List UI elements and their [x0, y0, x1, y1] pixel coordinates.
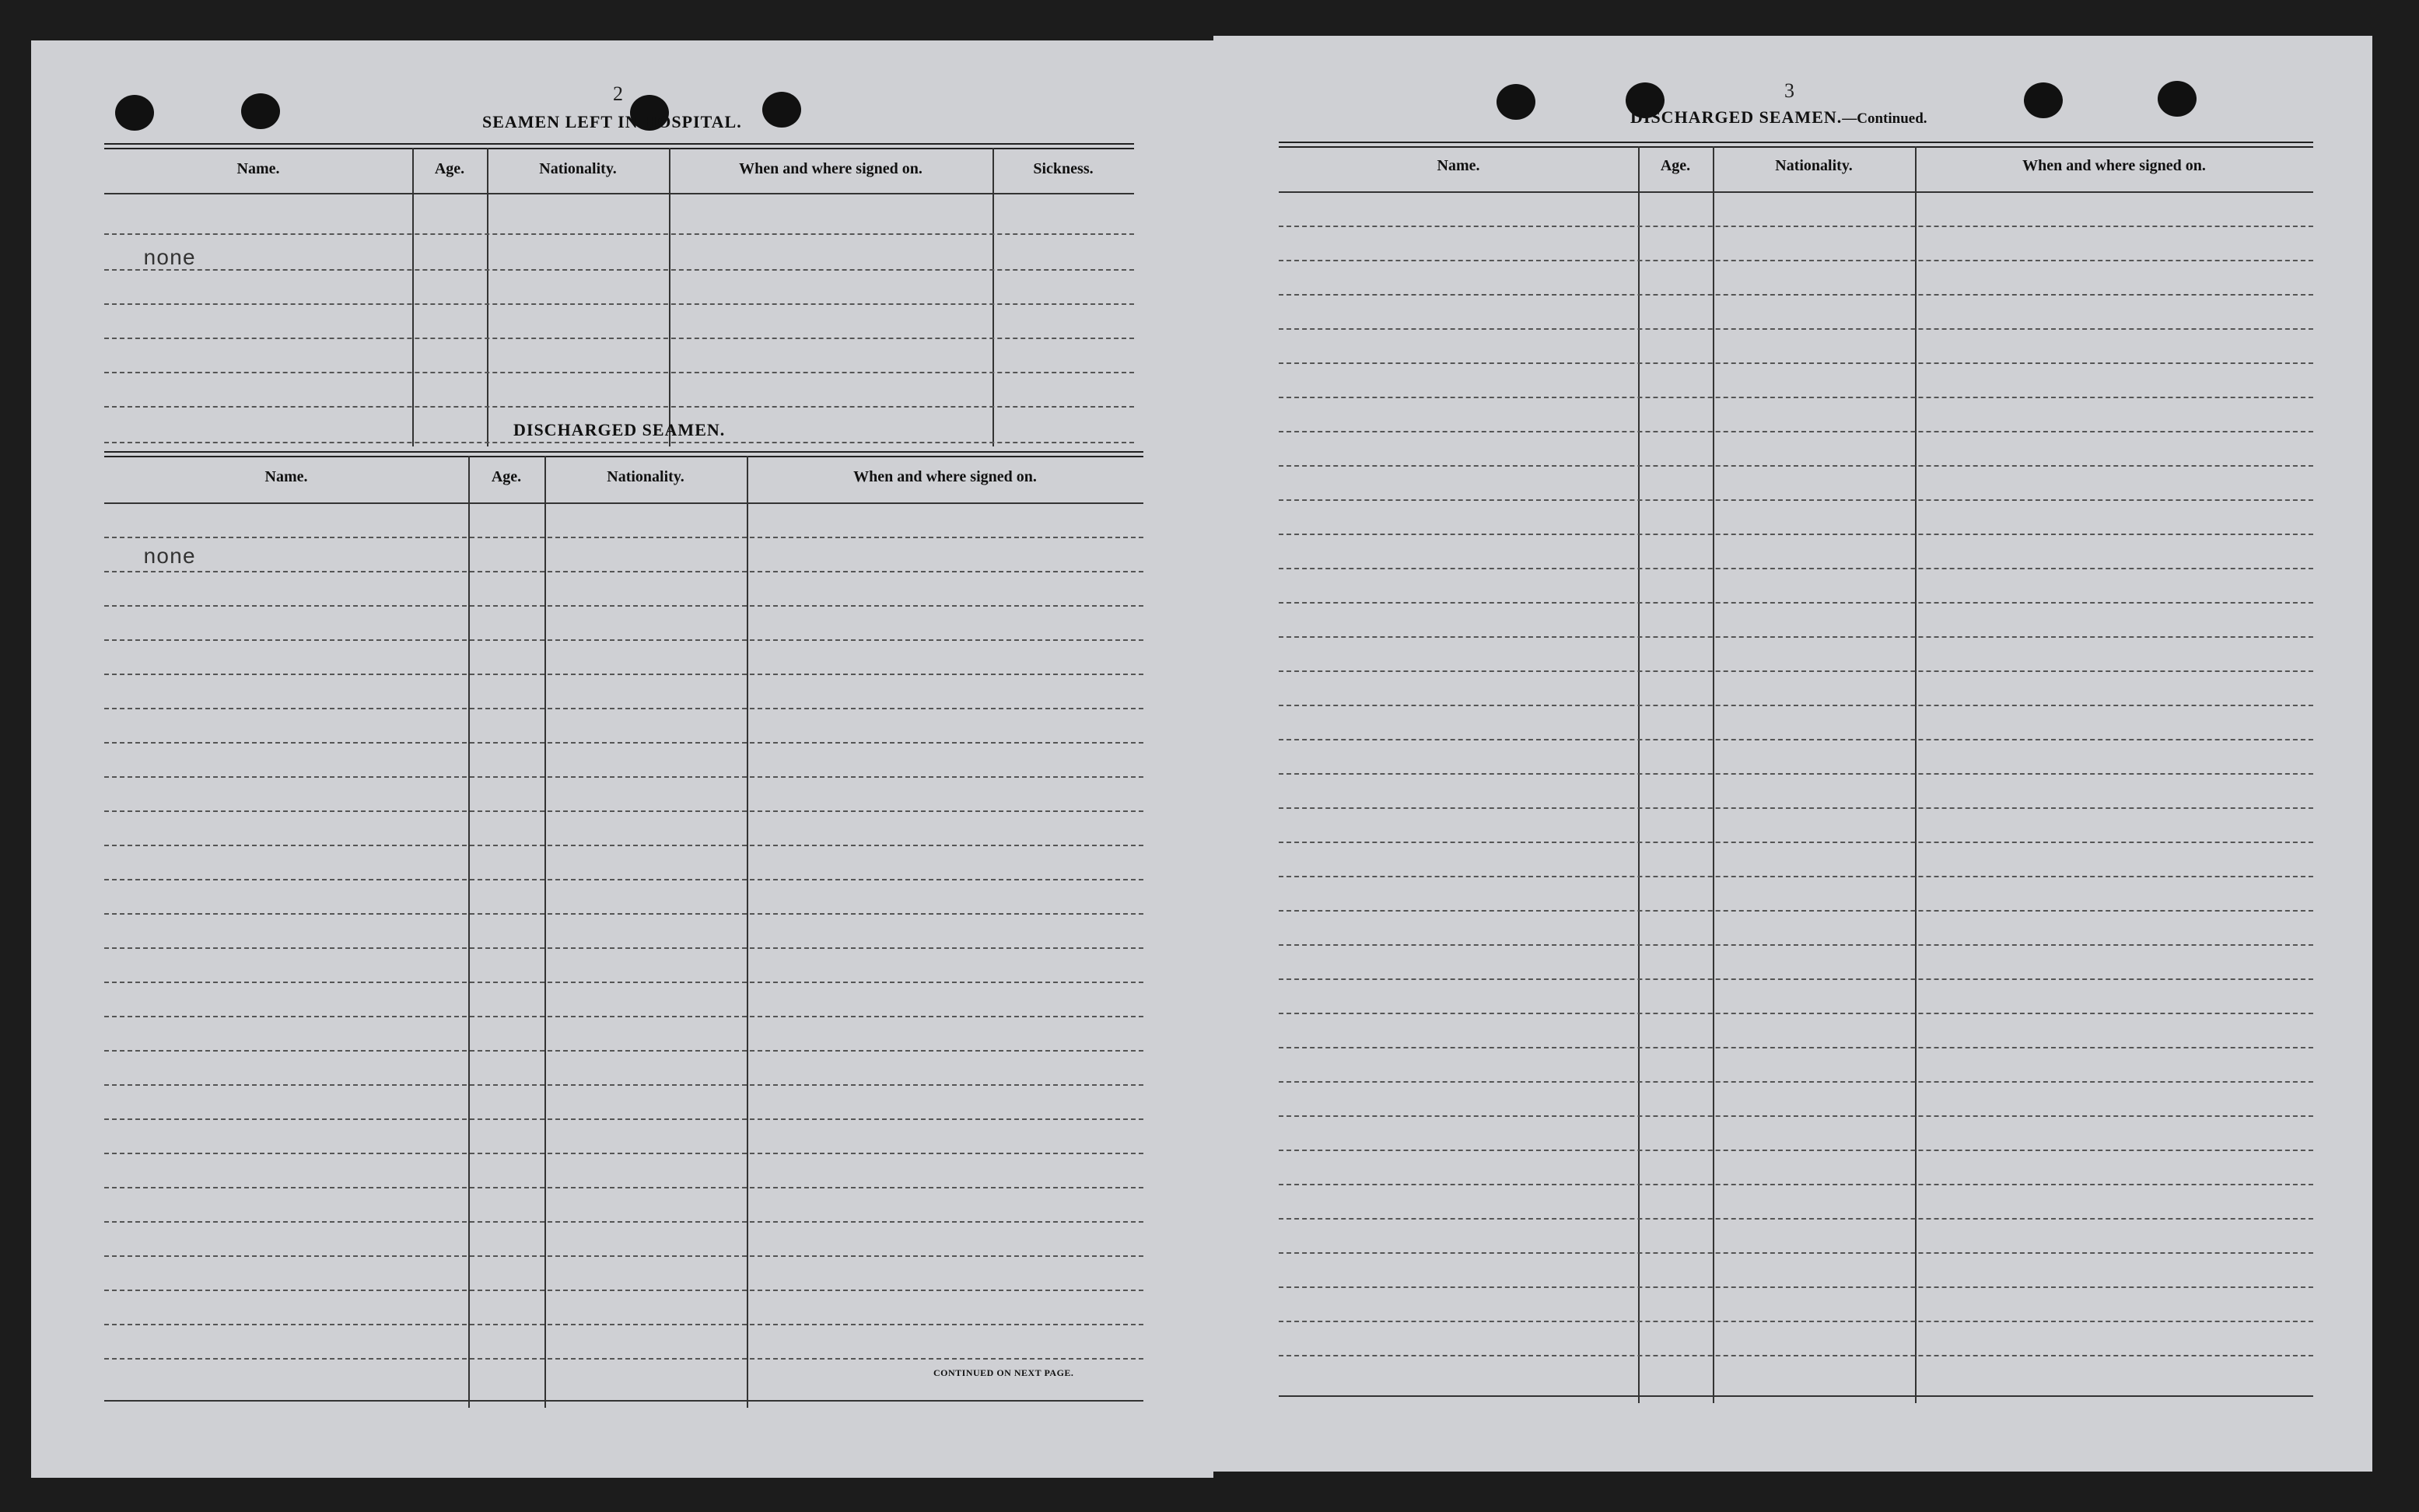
column-header-nationality: Nationality.: [607, 468, 684, 485]
discharged-entry: none: [143, 546, 196, 570]
column-header-name: Name.: [1437, 157, 1480, 174]
column-header-name: Name.: [236, 160, 280, 177]
punch-hole: [241, 93, 280, 129]
punch-hole: [2024, 82, 2063, 118]
column-header-name: Name.: [264, 468, 308, 485]
column-header-signed-on: When and where signed on.: [739, 160, 922, 177]
title-main: DISCHARGED SEAMEN.: [1630, 107, 1843, 127]
right-page: [1213, 36, 2372, 1472]
hospital-section-title: SEAMEN LEFT IN HOSPITAL.: [482, 112, 742, 131]
punch-hole: [1497, 84, 1535, 120]
column-header-nationality: Nationality.: [539, 160, 617, 177]
column-header-signed-on: When and where signed on.: [2022, 157, 2206, 174]
discharged-continued-table: [1279, 142, 2313, 1403]
discharged-table: [104, 451, 1143, 1408]
title-suffix: —Continued.: [1842, 110, 1927, 127]
punch-hole: [762, 92, 801, 128]
punch-hole: [2158, 81, 2197, 117]
column-header-age: Age.: [491, 468, 522, 485]
page-number: 2: [613, 82, 623, 105]
hospital-entry: none: [143, 247, 196, 271]
column-header-age: Age.: [434, 160, 465, 177]
punch-hole: [115, 95, 154, 131]
discharged-continued-title: [1630, 107, 1927, 128]
column-header-signed-on: When and where signed on.: [853, 468, 1037, 485]
hospital-table: [104, 143, 1134, 446]
column-header-age: Age.: [1660, 157, 1691, 174]
continued-note: CONTINUED ON NEXT PAGE.: [933, 1367, 1074, 1378]
discharged-section-title: DISCHARGED SEAMEN.: [513, 420, 726, 439]
page-number: 3: [1784, 79, 1794, 102]
left-page: [31, 40, 1213, 1478]
column-header-nationality: Nationality.: [1775, 157, 1853, 174]
column-header-sickness: Sickness.: [1033, 160, 1094, 177]
